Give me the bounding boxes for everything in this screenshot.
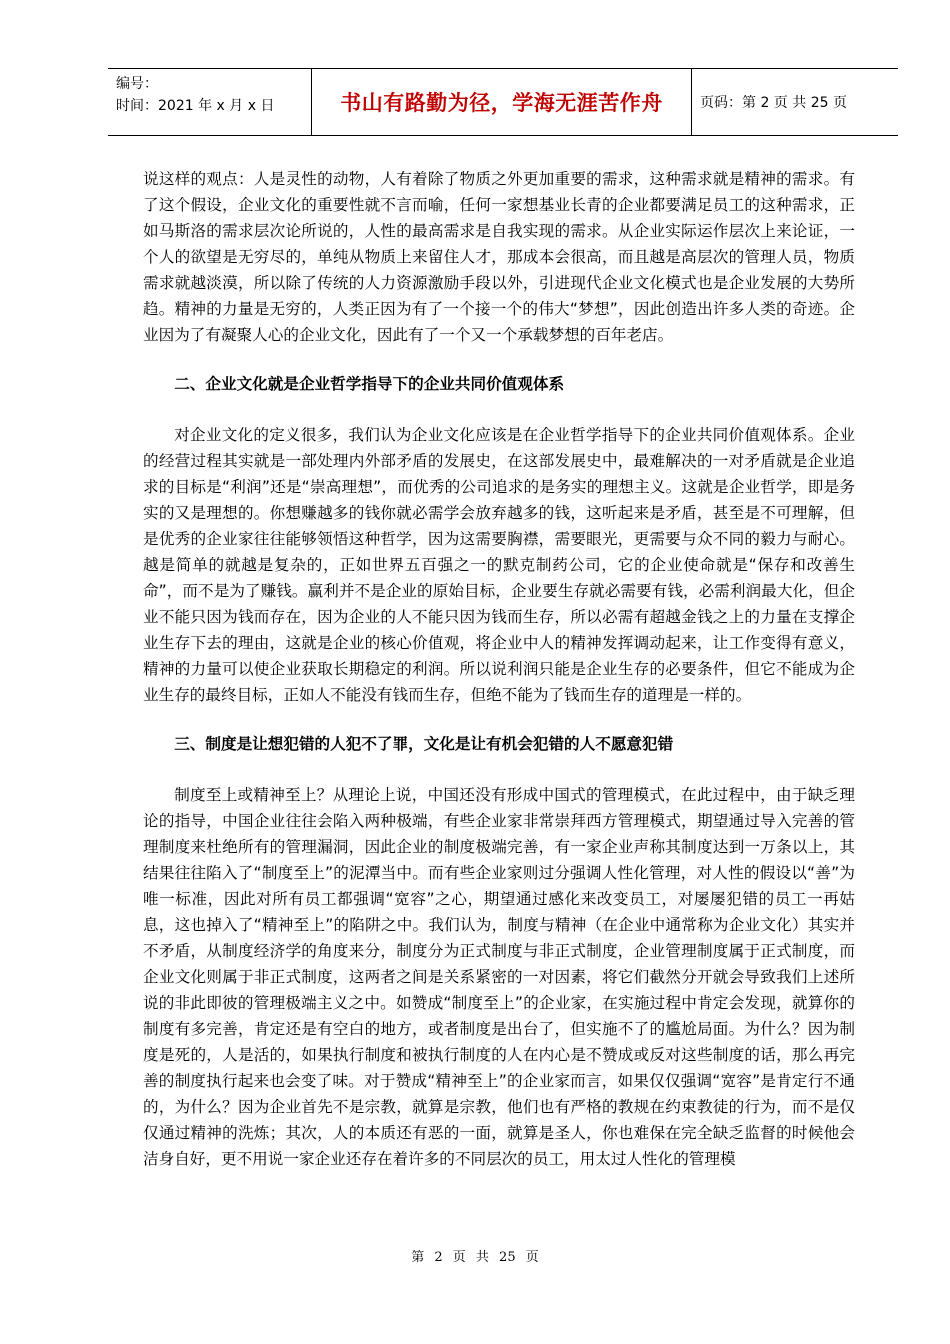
section-heading-2: 二、企业文化就是企业哲学指导下的企业共同价值观体系 bbox=[174, 375, 565, 393]
number-label: 编号： bbox=[116, 76, 158, 92]
section-heading-3: 三、制度是让想犯错的人犯不了罪，文化是让有机会犯错的人不愿意犯错 bbox=[174, 735, 674, 753]
header-page-info: 页码：第 2 页 共 25 页 bbox=[700, 95, 847, 111]
paragraph-intro: 说这样的观点：人是灵性的动物，人有着除了物质之外更加重要的需求，这种需求就是精神的需求。有了这个假设，企业文化的重要性就不言而喻，任何一家想基业长青的企业都要满足员工的这种需求，正如马斯洛的需求层次论所说的，人性的最高需求是自我实现的需求。从企业实际运作层次上来论证，一个人的欲望是无穷尽的，单纯从物质上来留住人才，那成本会很高，而且越是高层次的管理人员，物质需求就越淡漠，所以除了传统的人力资源激励手段以外，引进现代企业文化模式也是企业发展的大势所趋。精神的力量是无穷的，人类正因为有了一个接一个的伟大“梦想”，因此创造出许多人类的奇迹。企业因为了有凝聚人心的企业文化，因此有了一个又一个承载梦想的百年老店。 bbox=[143, 170, 855, 344]
paragraph-section-3: 制度至上或精神至上？从理论上说，中国还没有形成中国式的管理模式，在此过程中，由于缺乏理论的指导，中国企业往往会陷入两种极端，有些企业家非常崇拜西方管理模式，期望通过导入完善的管理制度来杜绝所有的管理漏洞，因此企业的制度极端完善，有一家企业声称其制度达到一万条以上，其结果往往陷入了“制度至上”的泥潭当中。而有些企业家则过分强调人性化管理，对人性的假设以“善”为唯一标准，因此对所有员工都强调“宽容”之心，期望通过感化来改变员工，对屡屡犯错的员工一再姑息，这也掉入了“精神至上”的陷阱之中。我们认为，制度与精神（在企业中通常称为企业文化）其实并不矛盾，从制度经济学的角度来分，制度分为正式制度与非正式制度，企业管理制度属于正式制度，而企业文化则属于非正式制度，这两者之间是关系紧密的一对因素，将它们截然分开就会导致我们上述所说的非此即彼的管理极端主义之中。如赞成“制度至上”的企业家，在实施过程中肯定会发现，就算你的制度有多完善，肯定还是有空白的地方，或者制度是出台了，但实施不了的尴尬局面。为什么？因为制度是死的，人是活的，如果执行制度和被执行制度的人在内心是不赞成或反对这些制度的话，那么再完善的制度执行起来也会变了味。对于赞成“精神至上”的企业家而言，如果仅仅强调“宽容”是肯定行不通的，为什么？因为企业首先不是宗教，就算是宗教，他们也有严格的教规在约束教徒的行为，而不是仅仅通过精神的洗炼；其次，人的本质还有恶的一面，就算是圣人，你也难保在完全缺乏监督的时候他会洁身自好，更不用说一家企业还存在着许多的不同层次的员工，用太过人性化的管理模 bbox=[143, 786, 855, 1168]
date-line: 时间：2021 年 x 月 x 日 bbox=[116, 98, 275, 114]
paragraph-section-2: 对企业文化的定义很多，我们认为企业文化应该是在企业哲学指导下的企业共同价值观体系。企业的经营过程其实就是一部处理内外部矛盾的发展史，在这部发展史中，最难解决的一对矛盾就是企业追求的目标是“利润”还是“崇高理想”，而优秀的公司追求的是务实的理想主义。这就是企业哲学，即是务实的又是理想的。你想赚越多的钱你就必需学会放弃越多的钱，这听起来是矛盾，甚至是不可理解，但是优秀的企业家往往能够领悟这种哲学，因为这需要胸襟，需要眼光，更需要与众不同的毅力与耐心。越是简单的就越是复杂的，正如世界五百强之一的默克制药公司，它的企业使命就是“保存和改善生命”，而不是为了赚钱。赢利并不是企业的原始目标，企业要生存就必需要有钱，必需利润最大化，但企业不能只因为钱而存在，因为企业的人不能只因为钱而生存，所以必需有超越金钱之上的力量在支撑企业生存下去的理由，这就是企业的核心价值观，将企业中人的精神发挥调动起来，让工作变得有意义，精神的力量可以使企业获取长期稳定的利润。所以说利润只能是企业生存的必要条件，但它不能成为企业生存的最终目标，正如人不能没有钱而生存，但绝不能为了钱而生存的道理是一样的。 bbox=[143, 426, 855, 704]
document-body bbox=[143, 166, 855, 1172]
page-footer: 第 2 页 共 25 页 bbox=[411, 1250, 539, 1265]
header-meta bbox=[108, 69, 312, 135]
page-header bbox=[108, 68, 898, 136]
header-motto: 书山有路勤为径，学海无涯苦作舟 bbox=[312, 69, 692, 135]
